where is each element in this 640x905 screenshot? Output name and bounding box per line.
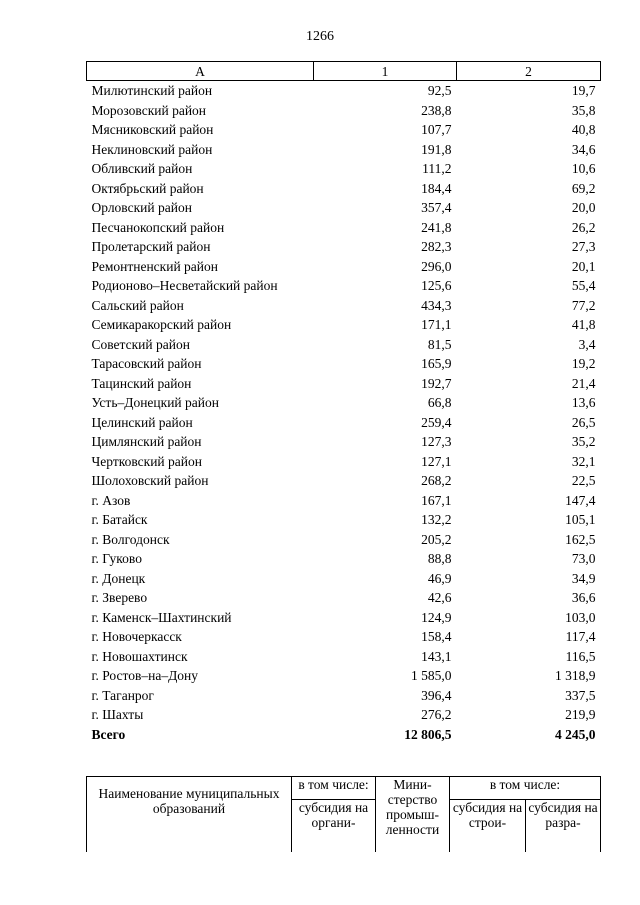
- row-name: Всего: [91, 726, 126, 742]
- table-row: [87, 705, 601, 725]
- table-row: [87, 432, 601, 452]
- row-value-1: 66,8: [427, 395, 452, 410]
- row-name: Обливский район: [91, 161, 193, 176]
- row-name: г. Таганрог: [91, 687, 154, 703]
- row-value-2: 117,4: [565, 629, 596, 644]
- row-value-1: 396,4: [421, 687, 452, 703]
- row-value-1: 238,8: [421, 102, 452, 118]
- row-value-2: 40,8: [571, 122, 596, 137]
- row-value-2: 162,5: [565, 531, 596, 547]
- row-value-2: 337,5: [565, 687, 596, 703]
- table-row: [87, 257, 601, 277]
- table-row: [87, 374, 601, 394]
- row-name: Орловский район: [91, 200, 192, 215]
- row-value-2: 3,4: [578, 336, 596, 352]
- row-name: г. Азов: [91, 492, 131, 508]
- row-value-1: 184,4: [421, 180, 452, 196]
- row-name: г. Шахты: [91, 707, 144, 722]
- row-value-2: 34,9: [571, 570, 596, 586]
- row-value-1: 46,9: [427, 570, 452, 586]
- table-row: [87, 198, 601, 218]
- row-value-1: 268,2: [421, 473, 452, 488]
- table-row: [87, 413, 601, 433]
- table-row: [87, 686, 601, 706]
- row-value-2: 219,9: [565, 707, 596, 722]
- row-name: г. Ростов–на–Дону: [91, 668, 199, 683]
- table-row: [87, 452, 601, 472]
- header-municipality-name: Наименование муниципальных образований: [87, 777, 292, 853]
- row-name: Мясниковский район: [91, 122, 214, 137]
- table-row: [87, 81, 601, 101]
- row-value-1: 125,6: [421, 278, 452, 293]
- page-number: 1266: [306, 29, 334, 44]
- row-value-1: 111,2: [422, 161, 452, 176]
- row-value-2: 147,4: [565, 492, 596, 508]
- row-value-1: 296,0: [421, 258, 452, 274]
- table-row: [87, 140, 601, 160]
- row-value-2: 4 245,0: [555, 726, 596, 742]
- row-value-2: 20,1: [571, 258, 596, 274]
- row-name: Чертковский район: [91, 453, 202, 469]
- row-value-2: 1 318,9: [555, 668, 596, 683]
- row-value-1: 88,8: [427, 551, 452, 566]
- row-value-1: 12 806,5: [404, 726, 452, 742]
- row-value-2: 21,4: [571, 375, 596, 391]
- table-row: [87, 101, 601, 121]
- table-row: [87, 491, 601, 511]
- row-value-2: 26,5: [571, 414, 596, 430]
- row-value-1: 191,8: [421, 141, 452, 157]
- table-row: [87, 725, 601, 745]
- row-value-2: 103,0: [565, 609, 596, 625]
- table-row: [87, 608, 601, 628]
- table-row: [87, 354, 601, 374]
- row-value-2: 36,6: [571, 590, 596, 605]
- row-value-1: 143,1: [421, 648, 452, 664]
- header-including-2: в том числе:: [450, 777, 601, 800]
- header-subsidy-org: субсидия на органи-: [292, 800, 376, 852]
- table-row: [87, 510, 601, 530]
- next-table-header: [86, 776, 601, 852]
- row-value-1: 81,5: [427, 336, 452, 352]
- row-value-2: 20,0: [571, 200, 596, 215]
- table-row: [87, 549, 601, 569]
- row-name: г. Волгодонск: [91, 531, 170, 547]
- row-name: Пролетарский район: [91, 239, 211, 254]
- row-name: Неклиновский район: [91, 141, 213, 157]
- row-value-2: 69,2: [571, 180, 596, 196]
- row-name: г. Зверево: [91, 590, 148, 605]
- row-value-1: 107,7: [421, 122, 452, 137]
- table-row: [87, 120, 601, 140]
- header-including-1: в том числе:: [292, 777, 376, 800]
- table-row: [87, 530, 601, 550]
- row-value-2: 35,2: [571, 434, 596, 449]
- row-value-2: 19,2: [571, 356, 596, 371]
- table-row: [87, 627, 601, 647]
- table-row: [87, 569, 601, 589]
- row-name: Шолоховский район: [91, 473, 209, 488]
- row-name: Песчанокопский район: [91, 219, 225, 235]
- row-name: Милютинский район: [91, 83, 213, 98]
- row-name: г. Новочеркасск: [91, 629, 182, 644]
- row-value-2: 105,1: [565, 512, 596, 527]
- row-value-2: 10,6: [571, 161, 596, 176]
- row-name: г. Новошахтинск: [91, 648, 188, 664]
- row-value-1: 165,9: [421, 356, 452, 371]
- row-value-1: 192,7: [421, 375, 452, 391]
- table-row: [87, 276, 601, 296]
- row-name: г. Гуково: [91, 551, 142, 566]
- row-value-1: 124,9: [421, 609, 452, 625]
- row-value-1: 158,4: [421, 629, 452, 644]
- budget-table: [86, 61, 601, 744]
- row-value-1: 1 585,0: [411, 668, 452, 683]
- header-subsidy-development: субсидия на разра-: [526, 800, 601, 852]
- row-value-1: 434,3: [421, 297, 452, 313]
- column-header-a: А: [87, 62, 314, 81]
- row-value-1: 276,2: [421, 707, 452, 722]
- row-value-2: 41,8: [571, 317, 596, 332]
- table-row: [87, 647, 601, 667]
- table-row: [87, 179, 601, 199]
- row-value-1: 127,1: [421, 453, 452, 469]
- row-value-1: 132,2: [421, 512, 452, 527]
- row-name: Усть–Донецкий район: [91, 395, 219, 410]
- header-subsidy-construction: субсидия на строи-: [450, 800, 526, 852]
- table-row: [87, 335, 601, 355]
- row-value-1: 259,4: [421, 414, 452, 430]
- row-name: Морозовский район: [91, 102, 207, 118]
- table-row: [87, 471, 601, 491]
- row-value-1: 42,6: [427, 590, 452, 605]
- row-value-2: 26,2: [571, 219, 596, 235]
- row-value-1: 127,3: [421, 434, 452, 449]
- row-value-2: 13,6: [571, 395, 596, 410]
- table-row: [87, 237, 601, 257]
- row-name: Семикаракорский район: [91, 317, 232, 332]
- row-value-2: 116,5: [565, 648, 596, 664]
- row-value-1: 167,1: [421, 492, 452, 508]
- row-name: Октябрьский район: [91, 180, 204, 196]
- table-row: [87, 159, 601, 179]
- row-name: Родионово–Несветайский район: [91, 278, 278, 293]
- row-value-2: 34,6: [571, 141, 596, 157]
- row-value-2: 22,5: [571, 473, 596, 488]
- table-row: [87, 296, 601, 316]
- row-name: Цимлянский район: [91, 434, 202, 449]
- row-value-1: 241,8: [421, 219, 452, 235]
- row-value-2: 35,8: [571, 102, 596, 118]
- row-name: Сальский район: [91, 297, 184, 313]
- table-header-row: [87, 62, 601, 81]
- row-name: Тацинский район: [91, 375, 192, 391]
- row-value-1: 92,5: [427, 83, 452, 98]
- row-value-1: 205,2: [421, 531, 452, 547]
- row-value-2: 73,0: [571, 551, 596, 566]
- table-row: [87, 666, 601, 686]
- header-ministry: Мини-стерство промыш-ленности: [376, 777, 450, 853]
- table-row: [87, 393, 601, 413]
- row-value-2: 27,3: [571, 239, 596, 254]
- row-value-2: 19,7: [571, 83, 596, 98]
- column-header-2: 2: [457, 62, 601, 81]
- row-name: г. Донецк: [91, 570, 146, 586]
- row-name: Советский район: [91, 336, 190, 352]
- row-name: Целинский район: [91, 414, 193, 430]
- row-name: г. Каменск–Шахтинский: [91, 609, 232, 625]
- row-value-1: 357,4: [421, 200, 452, 215]
- row-name: г. Батайск: [91, 512, 148, 527]
- table-row: [87, 315, 601, 335]
- row-value-1: 171,1: [421, 317, 452, 332]
- row-value-1: 282,3: [421, 239, 452, 254]
- table-row: [87, 588, 601, 608]
- row-value-2: 77,2: [571, 297, 596, 313]
- table-row: [87, 218, 601, 238]
- row-value-2: 55,4: [571, 278, 596, 293]
- row-value-2: 32,1: [571, 453, 596, 469]
- row-name: Ремонтненский район: [91, 258, 218, 274]
- row-name: Тарасовский район: [91, 356, 202, 371]
- column-header-1: 1: [314, 62, 457, 81]
